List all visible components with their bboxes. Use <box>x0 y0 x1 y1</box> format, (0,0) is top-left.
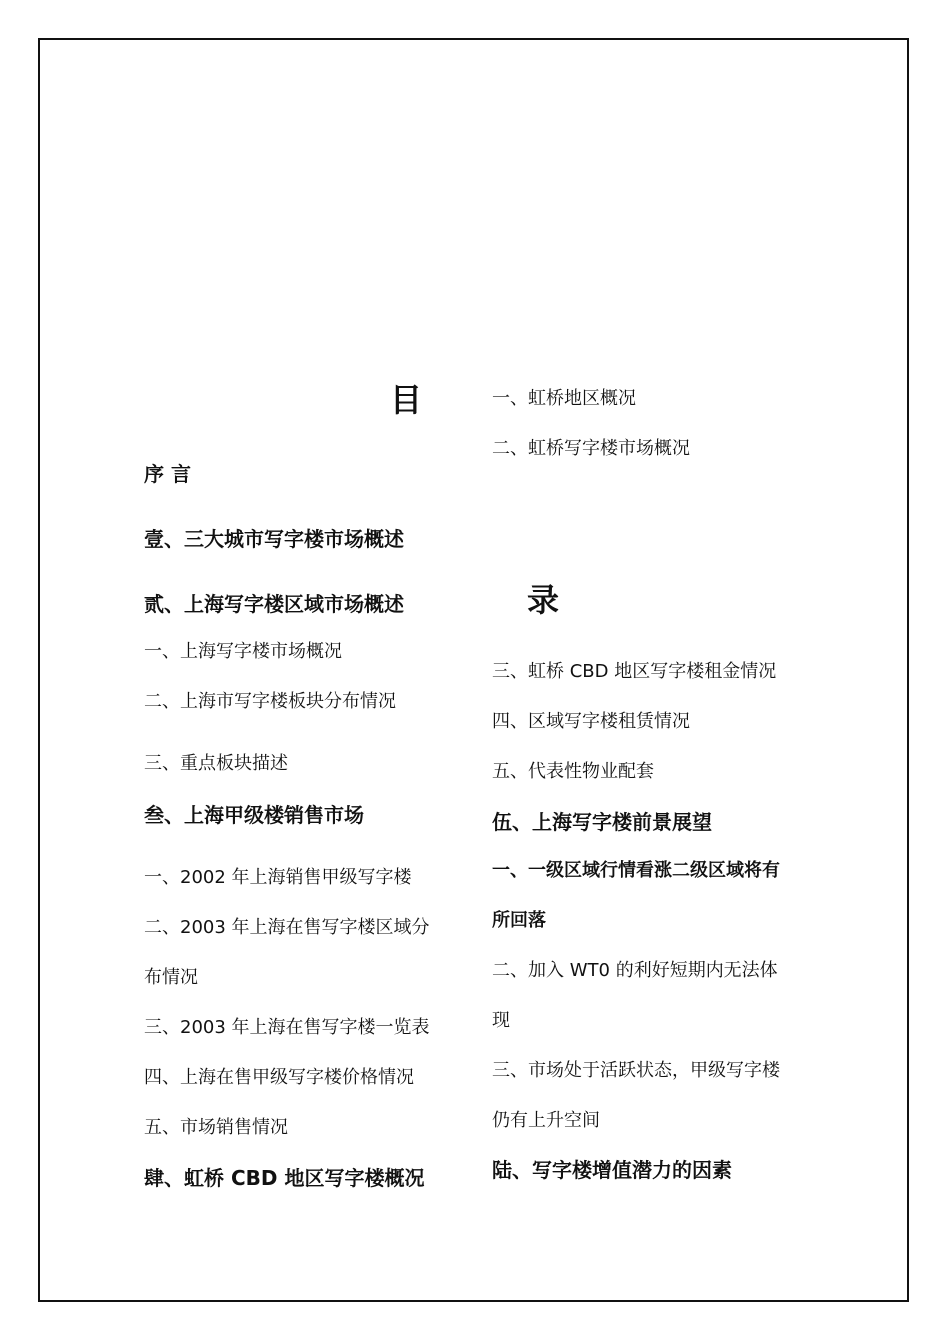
toc-heading-3[interactable]: 叁、上海甲级楼销售市场 <box>144 803 364 827</box>
toc-item[interactable]: 三、2003 年上海在售写字楼一览表 <box>144 1017 430 1038</box>
toc-item[interactable]: 一、2002 年上海销售甲级写字楼 <box>144 867 412 888</box>
toc-item[interactable]: 二、加入 WT0 的利好短期内无法体 <box>492 960 778 981</box>
toc-subheading[interactable]: 一、一级区域行情看涨二级区域将有 <box>492 860 780 881</box>
toc-heading-2[interactable]: 贰、上海写字楼区域市场概述 <box>144 592 404 616</box>
toc-title-part2: 录 <box>527 581 560 619</box>
toc-heading-preface[interactable]: 序 言 <box>144 462 191 486</box>
toc-item-continuation[interactable]: 布情况 <box>144 967 198 988</box>
toc-title-part1: 目 <box>390 381 423 419</box>
toc-item[interactable]: 二、上海市写字楼板块分布情况 <box>144 691 396 712</box>
toc-item[interactable]: 五、市场销售情况 <box>144 1117 288 1138</box>
toc-item[interactable]: 四、上海在售甲级写字楼价格情况 <box>144 1067 414 1088</box>
toc-item[interactable]: 一、虹桥地区概况 <box>492 388 636 409</box>
toc-subheading-continuation[interactable]: 所回落 <box>492 910 546 931</box>
toc-item-continuation[interactable]: 现 <box>492 1010 510 1031</box>
toc-item-continuation[interactable]: 仍有上升空间 <box>492 1110 600 1131</box>
toc-item[interactable]: 四、区域写字楼租赁情况 <box>492 711 690 732</box>
toc-heading-1[interactable]: 壹、三大城市写字楼市场概述 <box>144 527 404 551</box>
toc-item[interactable]: 五、代表性物业配套 <box>492 761 654 782</box>
toc-heading-5[interactable]: 伍、上海写字楼前景展望 <box>492 810 712 834</box>
toc-item[interactable]: 二、虹桥写字楼市场概况 <box>492 438 690 459</box>
toc-item[interactable]: 三、重点板块描述 <box>144 753 288 774</box>
toc-item[interactable]: 二、2003 年上海在售写字楼区域分 <box>144 917 430 938</box>
toc-heading-6[interactable]: 陆、写字楼增值潜力的因素 <box>492 1158 732 1182</box>
toc-item[interactable]: 一、上海写字楼市场概况 <box>144 641 342 662</box>
toc-heading-4[interactable]: 肆、虹桥 CBD 地区写字楼概况 <box>144 1166 425 1190</box>
toc-item[interactable]: 三、市场处于活跃状态，甲级写字楼 <box>492 1060 780 1081</box>
page-border <box>38 38 909 1302</box>
toc-item[interactable]: 三、虹桥 CBD 地区写字楼租金情况 <box>492 661 777 682</box>
